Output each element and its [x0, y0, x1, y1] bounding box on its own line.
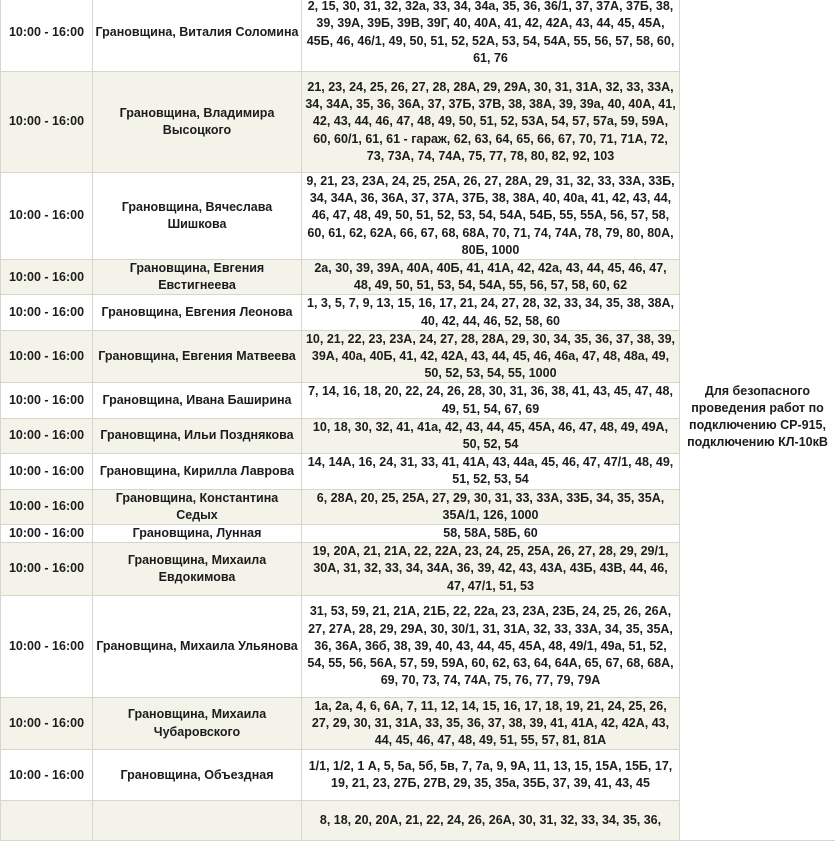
outage-time: 10:00 - 16:00 [1, 260, 93, 295]
outage-time: 10:00 - 16:00 [1, 418, 93, 453]
house-numbers: 14, 14А, 16, 24, 31, 33, 41, 41А, 43, 44а, 45, 46, 47, 47/1, 48, 49, 51, 52, 53, 54 [302, 454, 680, 489]
outage-reason: Для безопасного проведения работ по подключению СР-915, подключению КЛ-10кВ [680, 0, 835, 841]
street-name: Грановщина, Лунная [93, 525, 302, 543]
house-numbers: 10, 18, 30, 32, 41, 41а, 42, 43, 44, 45, 45А, 46, 47, 48, 49, 49А, 50, 52, 54 [302, 418, 680, 453]
house-numbers: 1а, 2а, 4, 6, 6А, 7, 11, 12, 14, 15, 16, 17, 18, 19, 21, 24, 25, 26, 27, 29, 30, 31, 31А, 33, 35, 36, 37, 38, 39, 41, 41А, 42, 42А, 43, 44, 45, 46, 47, 48, 49, 51, 55, 57, 81, 81А [302, 697, 680, 750]
house-numbers: 7, 14, 16, 18, 20, 22, 24, 26, 28, 30, 31, 36, 38, 41, 43, 45, 47, 48, 49, 51, 54, 67, 69 [302, 383, 680, 418]
street-name: Грановщина, Михаила Ульянова [93, 595, 302, 697]
street-name: Грановщина, Владимира Высоцкого [93, 72, 302, 173]
house-numbers: 6, 28А, 20, 25, 25А, 27, 29, 30, 31, 33, 33А, 33Б, 34, 35, 35А, 35А/1, 126, 1000 [302, 489, 680, 524]
street-name: Грановщина, Вячеслава Шишкова [93, 173, 302, 260]
street-name: Грановщина, Ильи Позднякова [93, 418, 302, 453]
house-numbers: 8, 18, 20, 20А, 21, 22, 24, 26, 26А, 30, 31, 32, 33, 34, 35, 36, [302, 801, 680, 841]
house-numbers: 21, 23, 24, 25, 26, 27, 28, 28А, 29, 29А, 30, 31, 31А, 32, 33, 33А, 34, 34А, 35, 36, 36А, 37, 37Б, 37В, 38, 38А, 39, 39а, 40, 40А, 41, 42, 43, 44, 46, 47, 48, 49, 50, 51, 52, 53А, 54, 57, 57а, 59, 59А, 60, 60/1, 61, 61 - гараж, 62, 63, 64, 65, 66, 67, 70, 71, 71А, 72, 73, 73А, 74, 74А, 75, 77, 78, 80, 82, 92, 103 [302, 72, 680, 173]
house-numbers: 31, 53, 59, 21, 21А, 21Б, 22, 22а, 23, 23А, 23Б, 24, 25, 26, 26А, 27, 27А, 28, 29, 29А, 30, 30/1, 31, 31А, 32, 33, 33А, 34, 35, 35А, 36, 36А, 36б, 38, 39, 40, 43, 44, 45, 45А, 48, 49/1, 49а, 51, 52, 54, 55, 56, 56А, 57, 59, 59А, 60, 62, 63, 64, 64А, 65, 67, 68, 68А, 69, 70, 73, 74, 74А, 75, 76, 77, 79, 79А [302, 595, 680, 697]
street-name: Грановщина, Михаила Евдокимова [93, 543, 302, 596]
street-name: Грановщина, Объездная [93, 750, 302, 801]
street-name: Грановщина, Евгения Леонова [93, 295, 302, 330]
outage-time: 10:00 - 16:00 [1, 489, 93, 524]
outage-time: 10:00 - 16:00 [1, 454, 93, 489]
street-name: Грановщина, Кирилла Лаврова [93, 454, 302, 489]
street-name: Грановщина, Евгения Матвеева [93, 330, 302, 383]
schedule-row [1, 0, 835, 72]
street-name [93, 801, 302, 841]
outage-time: 10:00 - 16:00 [1, 525, 93, 543]
house-numbers: 2а, 30, 39, 39А, 40А, 40Б, 41, 41А, 42, 42а, 43, 44, 45, 46, 47, 48, 49, 50, 51, 53, 54, 54А, 55, 56, 57, 58, 60, 62 [302, 260, 680, 295]
outage-time [1, 801, 93, 841]
street-name: Грановщина, Константина Седых [93, 489, 302, 524]
outage-time: 10:00 - 16:00 [1, 173, 93, 260]
outage-time: 10:00 - 16:00 [1, 383, 93, 418]
schedule-body [1, 0, 835, 841]
house-numbers: 10, 21, 22, 23, 23А, 24, 27, 28, 28А, 29, 30, 34, 35, 36, 37, 38, 39, 39А, 40а, 40Б, 41, 42, 42А, 43, 44, 45, 46, 46а, 47, 48, 48а, 49, 50, 52, 53, 54, 55, 1000 [302, 330, 680, 383]
house-numbers: 1/1, 1/2, 1 А, 5, 5а, 5б, 5в, 7, 7а, 9, 9А, 11, 13, 15, 15А, 15Б, 17, 19, 21, 23, 27Б, 27В, 29, 35, 35а, 35Б, 37, 39, 41, 43, 45 [302, 750, 680, 801]
house-numbers: 1, 3, 5, 7, 9, 13, 15, 16, 17, 21, 24, 27, 28, 32, 33, 34, 35, 38, 38А, 40, 42, 44, 46, 52, 58, 60 [302, 295, 680, 330]
outage-time: 10:00 - 16:00 [1, 543, 93, 596]
house-numbers: 58, 58А, 58Б, 60 [302, 525, 680, 543]
outage-time: 10:00 - 16:00 [1, 750, 93, 801]
street-name: Грановщина, Ивана Баширина [93, 383, 302, 418]
outage-time: 10:00 - 16:00 [1, 697, 93, 750]
street-name: Грановщина, Михаила Чубаровского [93, 697, 302, 750]
outage-time: 10:00 - 16:00 [1, 595, 93, 697]
outage-time: 10:00 - 16:00 [1, 72, 93, 173]
house-numbers: 19, 20А, 21, 21А, 22, 22А, 23, 24, 25, 25А, 26, 27, 28, 29, 29/1, 30А, 31, 32, 33, 34, 34А, 36, 39, 42, 43, 43А, 43Б, 43В, 44, 46, 47, 47/1, 51, 53 [302, 543, 680, 596]
house-numbers: 9, 21, 23, 23А, 24, 25, 25А, 26, 27, 28А, 29, 31, 32, 33, 33А, 33Б, 34, 34А, 36, 36А, 37, 37А, 37Б, 38, 38А, 40, 40а, 41, 42, 43, 44, 46, 47, 48, 49, 50, 51, 52, 53, 54, 54А, 54Б, 55, 55А, 56, 57, 58, 60, 61, 62, 62А, 66, 67, 68, 68А, 70, 71, 74, 74А, 78, 79, 80, 80А, 80Б, 1000 [302, 173, 680, 260]
outage-time: 10:00 - 16:00 [1, 295, 93, 330]
street-name: Грановщина, Виталия Соломина [93, 0, 302, 72]
street-name: Грановщина, Евгения Евстигнеева [93, 260, 302, 295]
outage-time: 10:00 - 16:00 [1, 330, 93, 383]
outage-time: 10:00 - 16:00 [1, 0, 93, 72]
house-numbers: 2, 15, 30, 31, 32, 32а, 33, 34, 34а, 35, 36, 36/1, 37, 37А, 37Б, 38, 39, 39А, 39Б, 39В, 39Г, 40, 40А, 41, 42, 42А, 43, 44, 45, 45А, 45Б, 46, 46/1, 49, 50, 51, 52, 52А, 53, 54, 54А, 55, 56, 57, 58, 60, 61, 76 [302, 0, 680, 72]
